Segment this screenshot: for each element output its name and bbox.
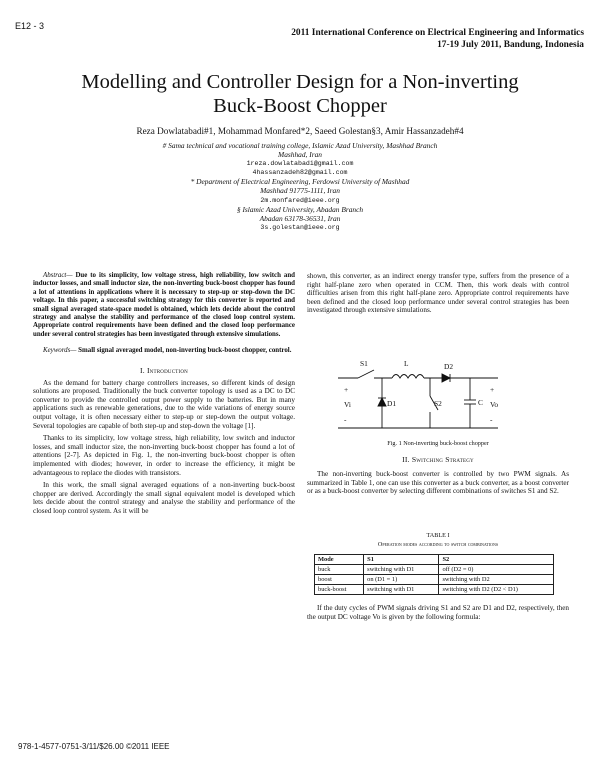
intro-paragraph-1: As the demand for battery charge controllers increases, so different kinds of design solutions are proposed. Traditionally the buck converter topology is used as a DC to DC converter to provide the controlled output power supply to the batteries. But in many applications such as renewable generations, due to the wide variations of energy source output voltage, it is often necessary either to step-up or step-down the output voltage. Several topologies are capable of both step-up and step-down the voltage [1]. — [33, 378, 295, 430]
right-column — [307, 272, 569, 315]
page-code: E12 - 3 — [15, 21, 45, 31]
switch-s1 — [358, 370, 374, 378]
figure-caption: Fig. 1 Non-inverting buck-boost chopper — [387, 440, 489, 447]
label-minus-in: - — [344, 415, 347, 424]
table-cell: switching with D2 (D2 < D1) — [439, 585, 554, 595]
conference-dates: 17-19 July 2011, Bandung, Indonesia — [437, 40, 584, 50]
table-row — [315, 575, 554, 585]
table-cell: on (D1 = 1) — [364, 575, 439, 585]
affiliation-1: # Sama technical and vocational training college, Islamic Azad University, Mashhad Branch — [162, 141, 438, 150]
label-s1: S1 — [360, 359, 368, 368]
label-vo: Vo — [490, 400, 499, 409]
keywords-text: Small signal averaged model, non-inverting buck-boost chopper, control. — [78, 347, 292, 355]
duty-cycle-paragraph: If the duty cycles of PWM signals driving S1 and S2 are D1 and D2, respectively, then the output DC voltage Vo is given by the following formula: — [307, 604, 569, 621]
table-cell: boost — [315, 575, 364, 585]
switching-paragraph: The non-inverting buck-boost converter is controlled by two PWM signals. As summarized in Table 1, one can use this converter as a buck converter, as a boost converter or as a buck-boost converter by selecting different combinations of switches S1 and S2. — [307, 470, 569, 496]
table-header-cell: Mode — [315, 555, 364, 565]
email-1: 1reza.dowlatabadi@gmail.com — [246, 160, 354, 168]
email-3: 3s.golestan@ieee.org — [260, 223, 340, 231]
table-header-cell: S1 — [364, 555, 439, 565]
copyright-footer: 978-1-4577-0751-3/11/$26.00 ©2011 IEEE — [18, 742, 170, 751]
table-cell: buck-boost — [315, 585, 364, 595]
affiliation-2-city: Mashhad 91775-1111, Iran — [260, 186, 340, 196]
paper-title — [20, 70, 580, 118]
abstract — [33, 272, 295, 339]
table-cell: buck — [315, 565, 364, 575]
label-d2: D2 — [444, 362, 454, 371]
table-header-cell: S2 — [439, 555, 554, 565]
label-minus-out: - — [490, 415, 493, 424]
section-heading-switching: II. Switching Strategy — [402, 455, 474, 464]
label-c: C — [478, 398, 483, 407]
label-l: L — [404, 359, 409, 368]
title-line-2: Buck-Boost Chopper — [213, 95, 387, 117]
abstract-text: Due to its simplicity, low voltage stress, high reliability, low switch and inductor losses, and small inductor size, the non-inverting buck-boost chopper has found a lot of attentions in applications where it is necessary to step-up or step-down the DC voltage. In this paper, a successful switching strategy for this converter is reported and small signal averaged state-space model is obtained, which lets decide about the control strategy and analyse the stability and performance of the closed loop control system. Appropriate control requirements have been defined and the closed loop performance under several control strategies has been investigated through extensive simulations. — [33, 272, 295, 338]
label-vi: Vi — [344, 400, 351, 409]
table-row — [315, 565, 554, 575]
table-title: TABLE I — [426, 532, 450, 539]
diode-d2 — [442, 374, 450, 382]
label-plus-in: + — [344, 385, 349, 394]
affiliations — [60, 141, 540, 232]
circuit-diagram — [330, 356, 520, 436]
left-column — [33, 272, 295, 516]
label-plus-out: + — [490, 385, 495, 394]
abstract-label: Abstract— — [43, 272, 73, 279]
affiliation-3: § Islamic Azad University, Abadan Branch — [236, 204, 364, 214]
label-s2: S2 — [434, 399, 442, 408]
email-4: 4hassanzadeh82@gmail.com — [252, 169, 348, 177]
affiliation-2: * Department of Electrical Engineering, Ferdowsi University of Mashhad — [190, 177, 410, 187]
keywords-label: Keywords— — [43, 347, 77, 355]
email-2: 2m.monfared@ieee.org — [260, 196, 340, 204]
label-d1: D1 — [387, 399, 397, 408]
keywords — [33, 347, 295, 355]
modes-table — [314, 554, 554, 595]
table-cell: switching with D1 — [364, 565, 439, 575]
table-header-row — [315, 555, 554, 565]
conference-name: 2011 International Conference on Electrical Engineering and Informatics — [291, 28, 584, 38]
intro-paragraph-2: Thanks to its simplicity, low voltage stress, high reliability, low switch and inductor losses, and small inductor size, the non-inverting buck-boost chopper has found a lot of attentions [2-7]. As depicted in Fig. 1, the non-inverting buck-boost chopper is often implemented with diodes; however, in order to increase the efficiency, it might be advantageous to replace the diodes with transistors. — [33, 434, 295, 477]
table-cell: off (D2 = 0) — [439, 565, 554, 575]
inductor-l — [392, 375, 424, 379]
table-subtitle: Operation modes according to switch combinations — [377, 541, 499, 548]
table-cell: switching with D2 — [439, 575, 554, 585]
paragraph-continued: shown, this converter, as an indirect energy transfer type, suffers from the presence of a right half-plane zero when operated in CCM. Then, this work deals with control difficulties arisen from this right half-plane zero. Appropriate control requirements have been defined and the closed loop performance under several control strategies has been investigated through extensive simulations. — [307, 272, 569, 315]
affiliation-1-city: Mashhad, Iran — [278, 150, 322, 160]
section-heading-introduction: I. Introduction — [140, 365, 188, 375]
author-list: Reza Dowlatabadi#1, Mohammad Monfared*2, Saeed Golestan§3, Amir Hassanzadeh#4 — [136, 126, 464, 136]
affiliation-3-city: Abadan 63178-36531, Iran — [259, 213, 341, 223]
table-cell: switching with D1 — [364, 585, 439, 595]
table-row — [315, 585, 554, 595]
diode-d1 — [378, 398, 386, 406]
title-line-1: Modelling and Controller Design for a Non-inverting — [81, 71, 519, 93]
intro-paragraph-3: In this work, the small signal averaged equations of a non-inverting buck-boost chopper are derived. Accordingly the small signal equivalent model is developed which lets decide about the control strategy and analyse the stability and performance of the closed loop control system. As it will be — [33, 481, 295, 515]
